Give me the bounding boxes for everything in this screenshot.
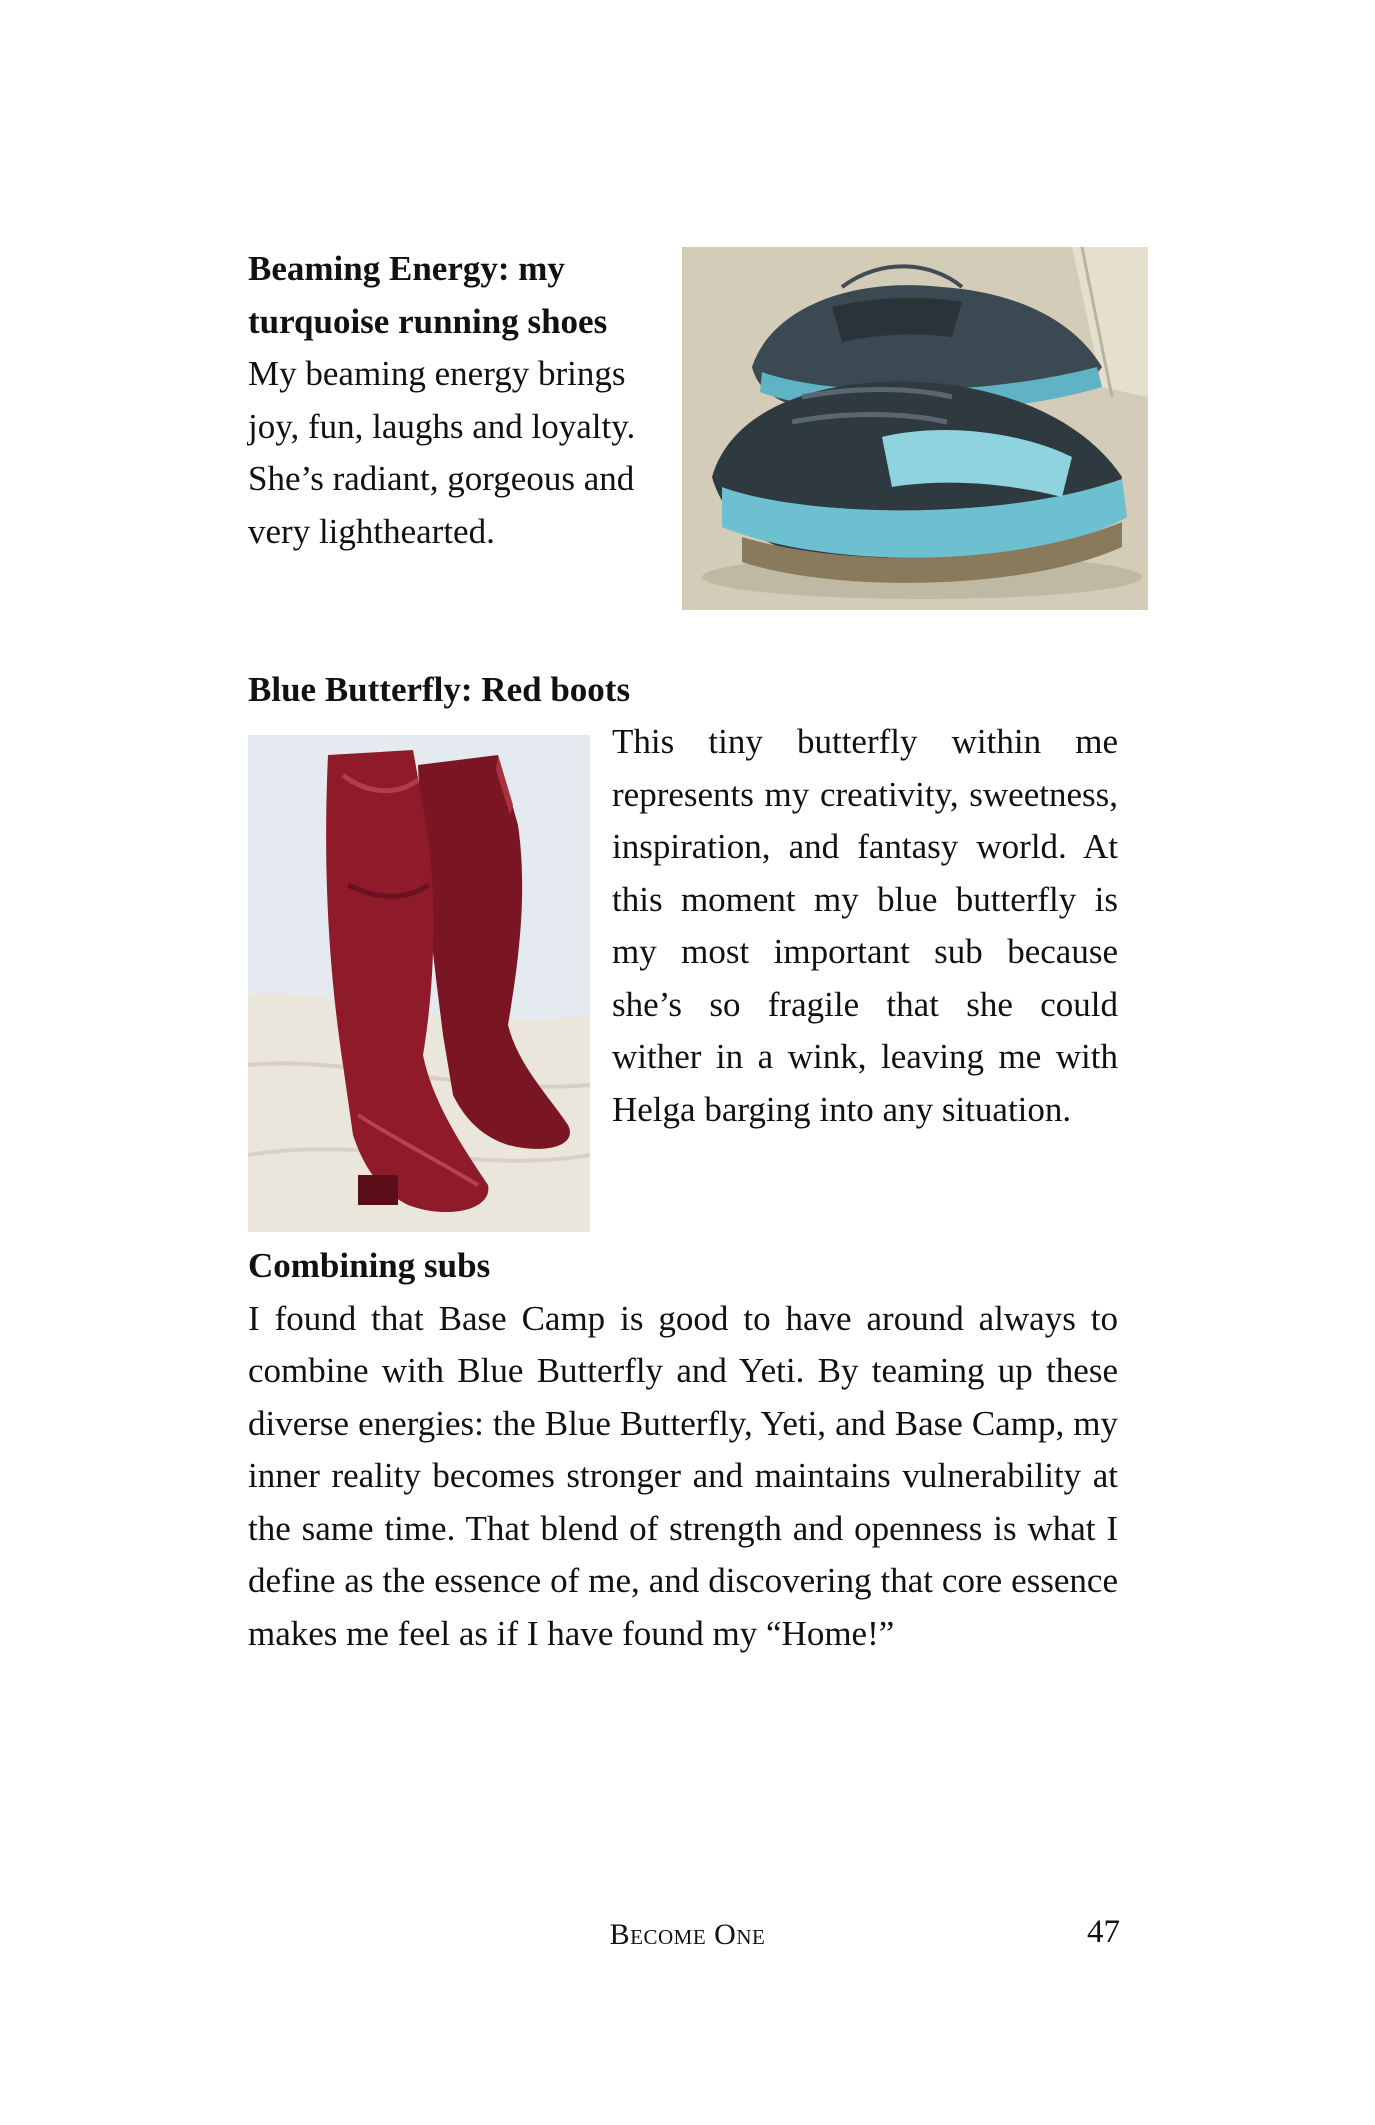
- section-heading: Combining subs: [248, 1246, 491, 1285]
- section-heading-blue-butterfly: Blue Butterfly: Red boots: [248, 670, 631, 709]
- red-boots-photo: [248, 735, 590, 1232]
- section-beaming-energy: [248, 243, 668, 558]
- page-number: 47: [1087, 1914, 1120, 1950]
- running-footer-title: Become One: [609, 1918, 766, 1951]
- running-shoes-photo: [682, 247, 1148, 610]
- section-heading: [248, 243, 668, 348]
- section-body-blue-butterfly: This tiny butterfly within me represents my creativity, sweetness, inspiration, and fantasy world. At this moment my blue butterfly is my most important sub because she’s so fragile that she could wither in a wink, leaving me with Helga barging into any situation.: [612, 722, 1118, 1129]
- heading-line-2: turquoise running shoes: [248, 301, 608, 341]
- section-body: My beaming energy brings joy, fun, laughs and loyalty. She’s radiant, gorgeous and very lighthearted.: [248, 354, 636, 551]
- section-body: I found that Base Camp is good to have around always to combine with Blue Butterfly and Yeti. By teaming up these diverse energies: the Blue Butterfly, Yeti, and Base Camp, my inner reality becomes stronger and maintains vulnerability at the same time. That blend of strength and openness is what I define as the essence of me, and discovering that core essence makes me feel as if I have found my “Home!”: [248, 1298, 1118, 1653]
- heading-line-1: Beaming Energy: my: [248, 249, 565, 288]
- section-combining-subs: [248, 1240, 1118, 1660]
